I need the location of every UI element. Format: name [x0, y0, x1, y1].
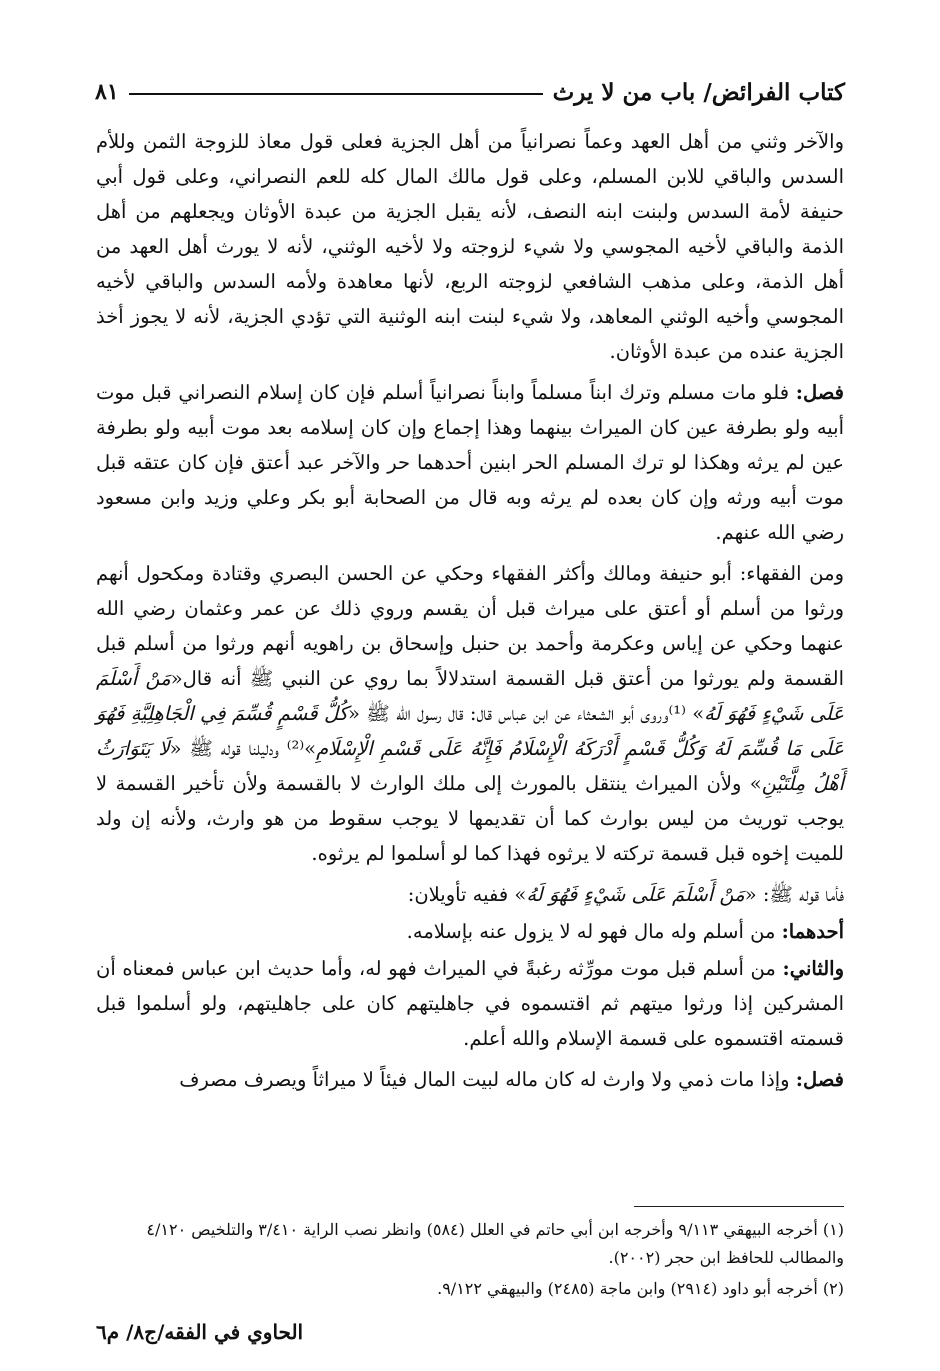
paragraph-1: والآخر وثني من أهل العهد وعماً نصرانياً من أهل الجزية فعلى قول معاذ للزوجة الثمن وللأم السدس والباقي للابن المسلم، وعلى قول مالك المال كله للعم النصراني، وعلى قول أبي حنيفة لأمة السدس ولبنت ابنه النصف، لأنه يقبل الجزية من عبدة الأوثان ويجعلهم من أهل الذمة والباقي لأخيه المجوسي ولا شيء لزوجته ولا لأخيه الوثني، لأنه لا يورث أهل العهد من أهل الذمة، وعلى مذهب الشافعي لزوجته الربع، لأنها معاهدة ولأمه السدس والباقي لأخيه المجوسي وأخيه الوثني المعاهد، ولا شيء لبنت ابنه الوثنية التي تؤدي الجزية، لأنه لا يجوز أخذ الجزية عنده من عبدة الأوثان. — [96, 130, 844, 363]
text-run: ومن الفقهاء: أبو حنيفة ومالك وأكثر الفقهاء وحكي عن الحسن البصري وقتادة ومكحول أنهم ورثوا من أسلم أو أعتق على ميراث قبل أن يقسم وروي ذلك عن عمر وعثمان رضي الله عنهما وحكي عن إياس وعكرمة وأحمد بن حنبل وإسحاق بن راهويه أنهم ورثوا من أسلم قبل القسمة ولم يورثوا من أعتق قبل القسمة استدلالاً بما روي عن النبي ﷺ أنه قال« — [96, 562, 844, 690]
hadith-quote: مَنْ أَسْلَمَ عَلَى شَيْءٍ فَهُوَ لَهُ — [526, 883, 745, 906]
hadith-quote: لَا يَتَوَارَثُ أَهْلُ مِلَّتَيْنِ — [96, 737, 844, 795]
chapter-title: كتاب الفرائض/ باب من لا يرث — [552, 78, 845, 106]
section-keyword: فصل: — [795, 1068, 844, 1091]
text-run: »⁽²⁾ ودليلنا قوله ﷺ « — [169, 737, 317, 760]
hadith-quote: كُلُّ قَسْمٍ قُسِّمَ فِي الْجَاهِلِيَّةِ فَهُوَ عَلَى مَا قُسِّمَ لَهُ وَكُلُّ قَسْمٍ أَدْرَكَهُ الْإِسْلَامُ فَإِنَّهُ عَلَى قَسْمِ الْإِسْلَامِ — [96, 702, 845, 760]
running-header — [95, 74, 845, 110]
footnote-1: (١) أخرجه البيهقي ٩/١١٣ وأخرجه ابن أبي حاتم في العلل (٥٨٤) وانظر نصب الراية ٣/٤١٠ والتلخيص ٤/١٢٠ والمطالب للحافظ ابن حجر (٢٠٠٢). — [146, 1220, 844, 1267]
text-run: فأما قوله ﷺ: « — [744, 883, 844, 906]
paragraph-taweel — [96, 877, 844, 912]
paragraph-text: وإذا مات ذمي ولا وارث له كان ماله لبيت المال فيئاً لا ميراثاً ويصرف مصرف — [179, 1068, 796, 1091]
paragraph-fasl-2 — [96, 1062, 844, 1097]
paragraph-text: فلو مات مسلم وترك ابناً مسلماً وابناً نصرانياً أسلم فإن كان إسلام النصراني قبل موت أبيه ولو بطرفة عين كان الميراث بينهما وهذا إجماع وإن كان إسلامه بعد موت أبيه ولو بطرفة عين لم يرثه وهكذا لو ترك المسلم الحر ابنين أحدهما حر والآخر عبد أعتق فإن كان عتقه قبل موت أبيه ورثه وإن كان بعده لم يرثه وبه قال من الصحابة أبو بكر وعلي وزيد وابن مسعود رضي الله عنهم. — [96, 381, 844, 544]
text-run: » ففيه تأويلان: — [407, 883, 527, 906]
paragraph-second-interpretation — [96, 951, 844, 1056]
section-keyword: أحدهما: — [781, 920, 844, 943]
text-run: » ولأن الميراث ينتقل بالمورث إلى ملك الوارث لا بالقسمة ولأن تأخير القسمة لا يوجب توريث من ليس بوارث كما أن تقديمها لا يوجب سقوط من هو وارث، ولأنه إن ولد للميت إخوه قبل قسمة تركته لا يرثوه فهذا كما لو أسلموا لم يرثوه. — [96, 772, 844, 865]
paragraph-text: من أسلم وله مال فهو له لا يزول عنه بإسلامه. — [406, 920, 782, 943]
footnotes — [96, 1216, 844, 1306]
signature-mark: الحاوي في الفقه/ج٨/ م٦ — [96, 1320, 304, 1344]
section-keyword: فصل: — [795, 381, 844, 404]
hadith-quote: مَنْ أَسْلَمَ عَلَى شَيْءٍ فَهُوَ لَهُ — [96, 667, 845, 725]
paragraph-fasl-1 — [96, 375, 844, 550]
main-text — [96, 124, 844, 1103]
paragraph-first-interpretation — [96, 914, 844, 949]
footnote-2: (٢) أخرجه أبو داود (٢٩١٤) وابن ماجة (٢٤٨٥) والبيهقي ٩/١٢٢. — [437, 1279, 844, 1298]
footnote-separator — [634, 1206, 844, 1207]
header-rule — [129, 93, 543, 95]
paragraph-fuqaha — [96, 556, 844, 871]
text-run: » ⁽¹⁾وروى أبو الشعثاء عن ابن عباس قال: قال رسول الله ﷺ « — [348, 702, 705, 725]
paragraph-text: من أسلم قبل موت مورِّثه رغبةً في الميراث فهو له، وأما حديث ابن عباس فمعناه أن المشركين إذا ورثوا ميتهم ثم اقتسموه في جاهليتهم كان على جاهليتهم، ولو أسلموا قبل قسمته اقتسموه على قسمة الإسلام والله أعلم. — [96, 957, 844, 1050]
section-keyword: والثاني: — [782, 957, 844, 980]
page-number: ٨١ — [95, 79, 119, 105]
